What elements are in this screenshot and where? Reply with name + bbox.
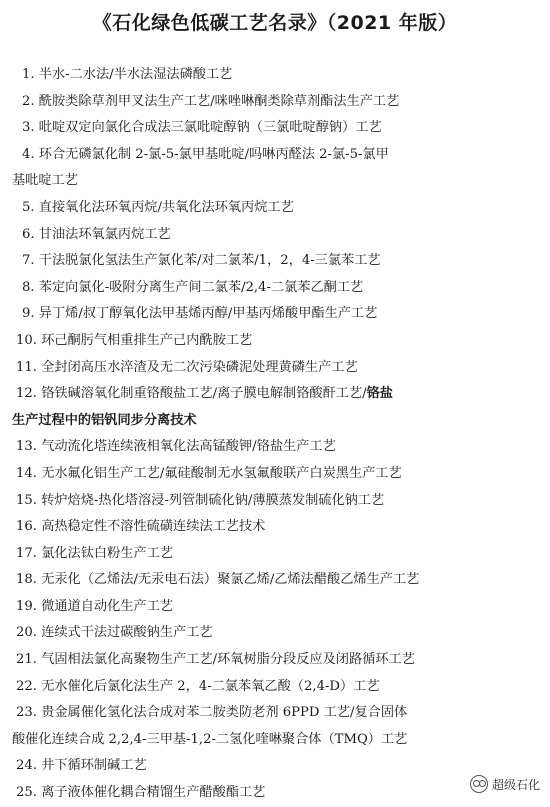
list-item: 25. 离子液体催化耦合精馏生产醋酸酯工艺 [16,785,266,801]
list-item: 7. 干法脱氯化氢法生产氯化苯/对二氯苯/1，2，4-三氯苯工艺 [22,253,381,269]
process-list [12,62,544,807]
list-item: 9. 异丁烯/叔丁醇氧化法甲基烯丙醇/甲基丙烯酸甲酯生产工艺 [22,306,378,322]
list-item: 1. 半水-二水法/半水法湿法磷酸工艺 [22,67,233,82]
list-item: 24. 井下循环制碱工艺 [16,758,147,774]
list-item: 5. 直接氧化法环氧丙烷/共氧化法环氧丙烷工艺 [22,199,294,215]
list-item: 3. 吡啶双定向氯化合成法三氯吡啶醇钠（三氯吡啶醇钠）工艺 [22,120,382,136]
list-item: 20. 连续式干法过碳酸钠生产工艺 [16,625,213,641]
list-item: 23. 贵金属催化氢化法合成对苯二胺类防老剂 6PPD 工艺/复合固体 酸催化连续合成 2,2,4-三甲基-1,2-二氢化喹啉聚合体（TMQ）工艺 [12,705,408,747]
list-item: 8. 苯定向氯化-吸附分离生产间二氯苯/2,4-二氯苯乙酮工艺 [22,279,364,295]
wechat-icon [470,775,488,793]
list-item: 10. 环己酮肟气相重排生产己内酰胺工艺 [16,332,253,348]
list-item: 21. 气固相法氯化高聚物生产工艺/环氧树脂分段反应及闭路循环工艺 [16,652,415,668]
list-item: 13. 气动流化塔连续液相氧化法高锰酸钾/铬盐生产工艺 [16,439,336,455]
list-item: 19. 微通道自动化生产工艺 [16,598,174,614]
list-item: 14. 无水氟化铝生产工艺/氟硅酸制无水氢氟酸联产白炭黑生产工艺 [16,465,402,481]
watermark-label: 超级石化 [491,777,540,792]
list-item: 12. 铬铁碱溶氧化制重铬酸盐工艺/离子膜电解制铬酸酐工艺/铬盐 生产过程中的铝钒同步分离技术 [12,386,393,428]
list-item: 15. 转炉焙烧-热化塔溶浸-列管制硫化钠/薄膜蒸发制硫化钠工艺 [16,492,385,508]
watermark [470,775,540,793]
list-item: 16. 高热稳定性不溶性硫磺连续法工艺技术 [16,519,266,535]
list-item: 22. 无水催化后氯化法生产 2，4-二氯苯氧乙酸（2,4-D）工艺 [16,678,380,694]
document-title: 《石化绿色低碳工艺名录》（2021 年版） [92,12,458,34]
list-item: 2. 酰胺类除草剂甲叉法生产工艺/咪唑啉酮类除草剂酯法生产工艺 [22,93,400,109]
list-item: 18. 无汞化（乙烯法/无汞电石法）聚氯乙烯/乙烯法醋酸乙烯生产工艺 [16,572,420,588]
list-item: 6. 甘油法环氧氯丙烷工艺 [22,226,171,242]
list-item: 17. 氯化法钛白粉生产工艺 [16,545,174,561]
list-item: 4. 环合无磷氯化制 2-氯-5-氯甲基吡啶/吗啉丙醛法 2-氯-5-氯甲 基吡啶工艺 [12,146,389,189]
list-item: 11. 全封闭高压水淬渣及无二次污染磷泥处理黄磷生产工艺 [16,359,358,375]
